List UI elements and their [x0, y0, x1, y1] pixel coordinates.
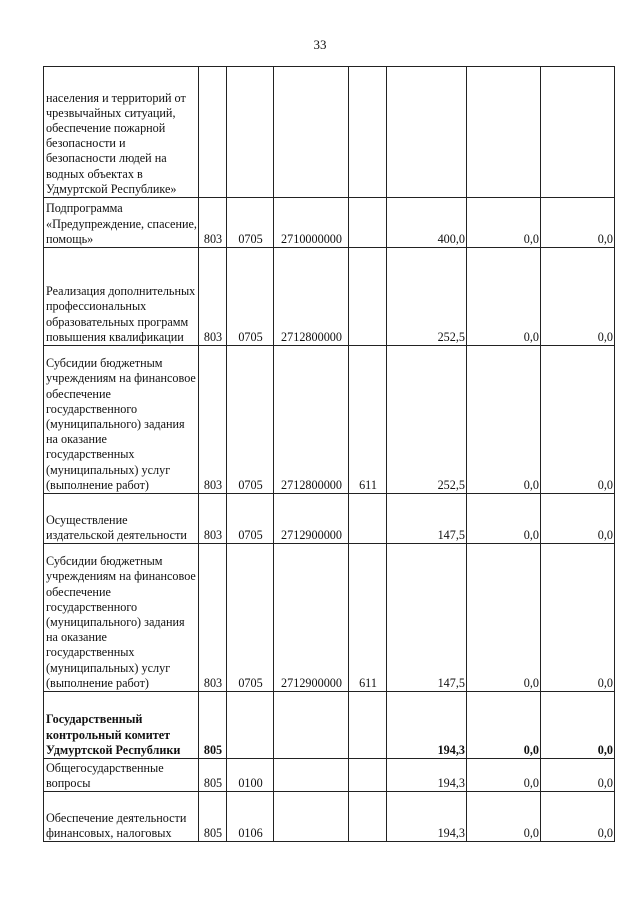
- row-code: 805: [199, 792, 227, 842]
- row-section: [227, 692, 274, 759]
- row-section: 0705: [227, 494, 274, 544]
- row-name: Субсидии бюджетным учреждениям на финансовое обеспечение государственного (муниципального) задания на оказание государственных (муниципальных) услуг (выполнение работ): [44, 346, 199, 494]
- row-item: [274, 759, 349, 792]
- row-amount-3: 0,0: [541, 759, 615, 792]
- row-amount-1: [387, 67, 467, 198]
- row-amount-2: 0,0: [467, 759, 541, 792]
- row-name: Подпрограмма «Предупреждение, спасение, помощь»: [44, 198, 199, 248]
- row-amount-2: 0,0: [467, 494, 541, 544]
- row-section: 0705: [227, 544, 274, 692]
- row-section: 0705: [227, 248, 274, 346]
- row-type: 611: [349, 346, 387, 494]
- row-amount-1: 400,0: [387, 198, 467, 248]
- row-code: 803: [199, 544, 227, 692]
- table-row: [44, 759, 615, 792]
- row-amount-3: 0,0: [541, 248, 615, 346]
- table-row: [44, 198, 615, 248]
- row-item: 2712800000: [274, 248, 349, 346]
- row-amount-3: 0,0: [541, 494, 615, 544]
- row-name: Субсидии бюджетным учреждениям на финансовое обеспечение государственного (муниципального) задания на оказание государственных (муниципальных) услуг (выполнение работ): [44, 544, 199, 692]
- table-row: [44, 248, 615, 346]
- table-row: [44, 346, 615, 494]
- row-amount-2: 0,0: [467, 692, 541, 759]
- row-name: Реализация дополнительных профессиональных образовательных программ повышения квалификации: [44, 248, 199, 346]
- row-type: [349, 198, 387, 248]
- table-row: [44, 494, 615, 544]
- row-code: 803: [199, 346, 227, 494]
- row-section: 0100: [227, 759, 274, 792]
- row-section: 0705: [227, 198, 274, 248]
- row-code: 805: [199, 692, 227, 759]
- row-type: [349, 248, 387, 346]
- row-section: 0705: [227, 346, 274, 494]
- row-code: 803: [199, 198, 227, 248]
- row-item: [274, 692, 349, 759]
- table-row: [44, 67, 615, 198]
- row-amount-2: 0,0: [467, 792, 541, 842]
- table-row: [44, 792, 615, 842]
- row-amount-1: 252,5: [387, 248, 467, 346]
- row-amount-2: 0,0: [467, 544, 541, 692]
- row-amount-1: 252,5: [387, 346, 467, 494]
- row-item: 2712900000: [274, 544, 349, 692]
- row-name: Общегосударственные вопросы: [44, 759, 199, 792]
- table-row: [44, 544, 615, 692]
- row-section: 0106: [227, 792, 274, 842]
- row-section: [227, 67, 274, 198]
- row-item: 2710000000: [274, 198, 349, 248]
- row-type: [349, 67, 387, 198]
- row-type: [349, 759, 387, 792]
- row-type: [349, 692, 387, 759]
- row-amount-3: 0,0: [541, 198, 615, 248]
- budget-table: [43, 66, 615, 842]
- row-amount-2: 0,0: [467, 198, 541, 248]
- row-code: 803: [199, 248, 227, 346]
- row-amount-1: 194,3: [387, 759, 467, 792]
- row-amount-3: 0,0: [541, 792, 615, 842]
- row-name: Обеспечение деятельности финансовых, налоговых: [44, 792, 199, 842]
- table-row-total: [44, 692, 615, 759]
- row-name: Государственный контрольный комитет Удмуртской Республики: [44, 692, 199, 759]
- row-name: населения и территорий от чрезвычайных ситуаций, обеспечение пожарной безопасности и безопасности людей на водных объектах в Удмуртской Республике»: [44, 67, 199, 198]
- row-amount-2: 0,0: [467, 248, 541, 346]
- row-amount-2: 0,0: [467, 346, 541, 494]
- row-amount-3: [541, 67, 615, 198]
- row-item: [274, 792, 349, 842]
- row-code: 803: [199, 494, 227, 544]
- row-amount-3: 0,0: [541, 692, 615, 759]
- row-code: [199, 67, 227, 198]
- row-item: 2712900000: [274, 494, 349, 544]
- row-amount-1: 147,5: [387, 544, 467, 692]
- row-amount-2: [467, 67, 541, 198]
- row-amount-3: 0,0: [541, 544, 615, 692]
- row-name: Осуществление издательской деятельности: [44, 494, 199, 544]
- row-amount-1: 194,3: [387, 792, 467, 842]
- row-item: [274, 67, 349, 198]
- row-type: 611: [349, 544, 387, 692]
- row-type: [349, 494, 387, 544]
- row-amount-1: 194,3: [387, 692, 467, 759]
- row-amount-3: 0,0: [541, 346, 615, 494]
- page-number: 33: [313, 37, 327, 52]
- row-code: 805: [199, 759, 227, 792]
- row-amount-1: 147,5: [387, 494, 467, 544]
- row-type: [349, 792, 387, 842]
- row-item: 2712800000: [274, 346, 349, 494]
